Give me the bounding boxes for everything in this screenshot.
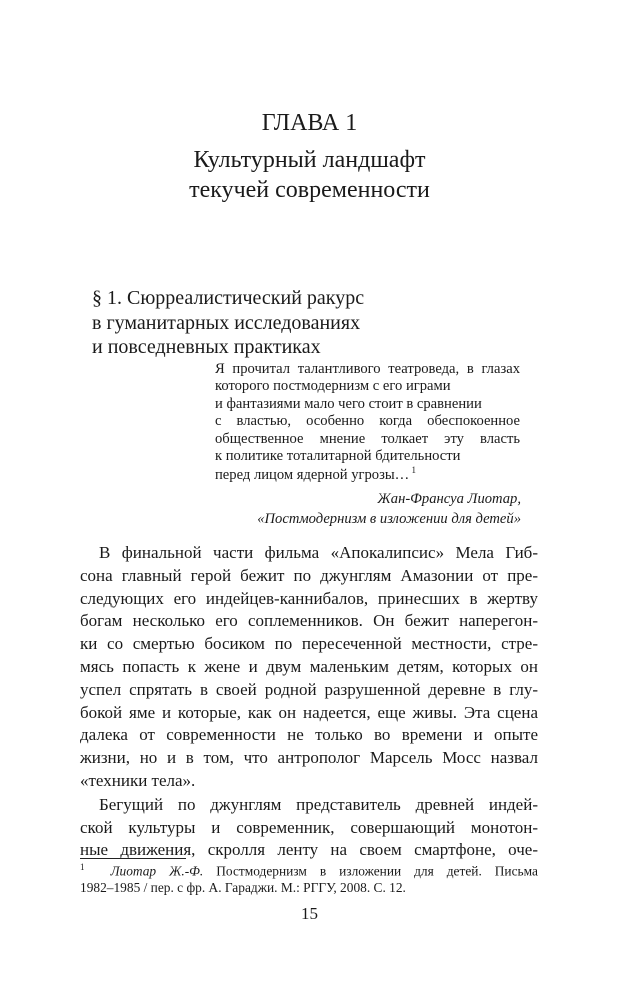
- body-line: следующих его индейцев-каннибалов, принесших в жертву: [80, 588, 538, 608]
- body-line: богам несколько его соплеменников. Он бежит наперегон-: [80, 611, 538, 631]
- epigraph-line: общественное мнение толкает эту власть: [215, 430, 520, 447]
- epigraph-line: Я прочитал талантливого театроведа, в глазах: [215, 361, 520, 377]
- body-line: успел спрятать в своей родной разрушенной деревне в глу-: [80, 679, 538, 699]
- section-title-line: § 1. Сюрреалистический ракурс: [92, 287, 365, 309]
- footnote-rule: [80, 858, 186, 859]
- epigraph-line: перед лицом ядерной угрозы… $^1$: [215, 465, 417, 484]
- body-line: жизни, но и в том, что антрополог Марсель Мосс назвал: [80, 748, 538, 768]
- chapter-title-line: текучей современности: [189, 177, 430, 203]
- body-line: ки со смертью босиком по пересеченной местности, стре-: [80, 634, 538, 654]
- epigraph-line: с властью, особенно когда обеспокоенное: [215, 413, 520, 430]
- body-line: ные движения, скролля ленту на своем смартфоне, оче-: [80, 840, 538, 860]
- epigraph-line: которого постмодернизм с его играми: [215, 378, 451, 395]
- section-title-line: в гуманитарных исследованиях: [92, 312, 361, 334]
- body-line: ской культуры и современник, совершающий монотон-: [80, 817, 538, 837]
- epigraph-line: к политике тоталитарной бдительности: [215, 448, 461, 464]
- footnote-line: $^1$ Лиотар Ж.-Ф. Постмодернизм в изложении для детей. Письма: [80, 862, 538, 879]
- footnote-line: 1982–1985 / пер. с фр. А. Гараджи. М.: РГГУ, 2008. С. 12.: [80, 880, 406, 895]
- body-line: сона главный герой бежит по джунглям Амазонии от пре-: [80, 565, 538, 585]
- page-number: 15: [301, 904, 318, 923]
- epigraph-line: и фантазиями мало чего стоит в сравнении: [215, 395, 482, 412]
- body-line: Бегущий по джунглям представитель древней индей-: [99, 794, 538, 814]
- epigraph-source: «Постмодернизм в изложении для детей»: [257, 511, 521, 527]
- epigraph-author: Жан-Франсуа Лиотар,: [377, 491, 521, 507]
- body-line: «техники тела».: [80, 771, 196, 790]
- body-line: бокой яме и которые, как он надеется, еще живы. Эта сцена: [80, 702, 538, 722]
- chapter-label: ГЛАВА 1: [261, 110, 358, 136]
- body-line: мясь попасть к жене и двум маленьким детям, которых он: [80, 657, 538, 676]
- section-title-line: и повседневных практиках: [92, 336, 321, 358]
- body-line: далека от современности не только во времени и опыте: [80, 725, 538, 745]
- chapter-title-line: Культурный ландшафт: [193, 147, 426, 173]
- body-line: В финальной части фильма «Апокалипсис» Мела Гиб-: [99, 543, 538, 562]
- footnote-mark: 1: [409, 465, 417, 476]
